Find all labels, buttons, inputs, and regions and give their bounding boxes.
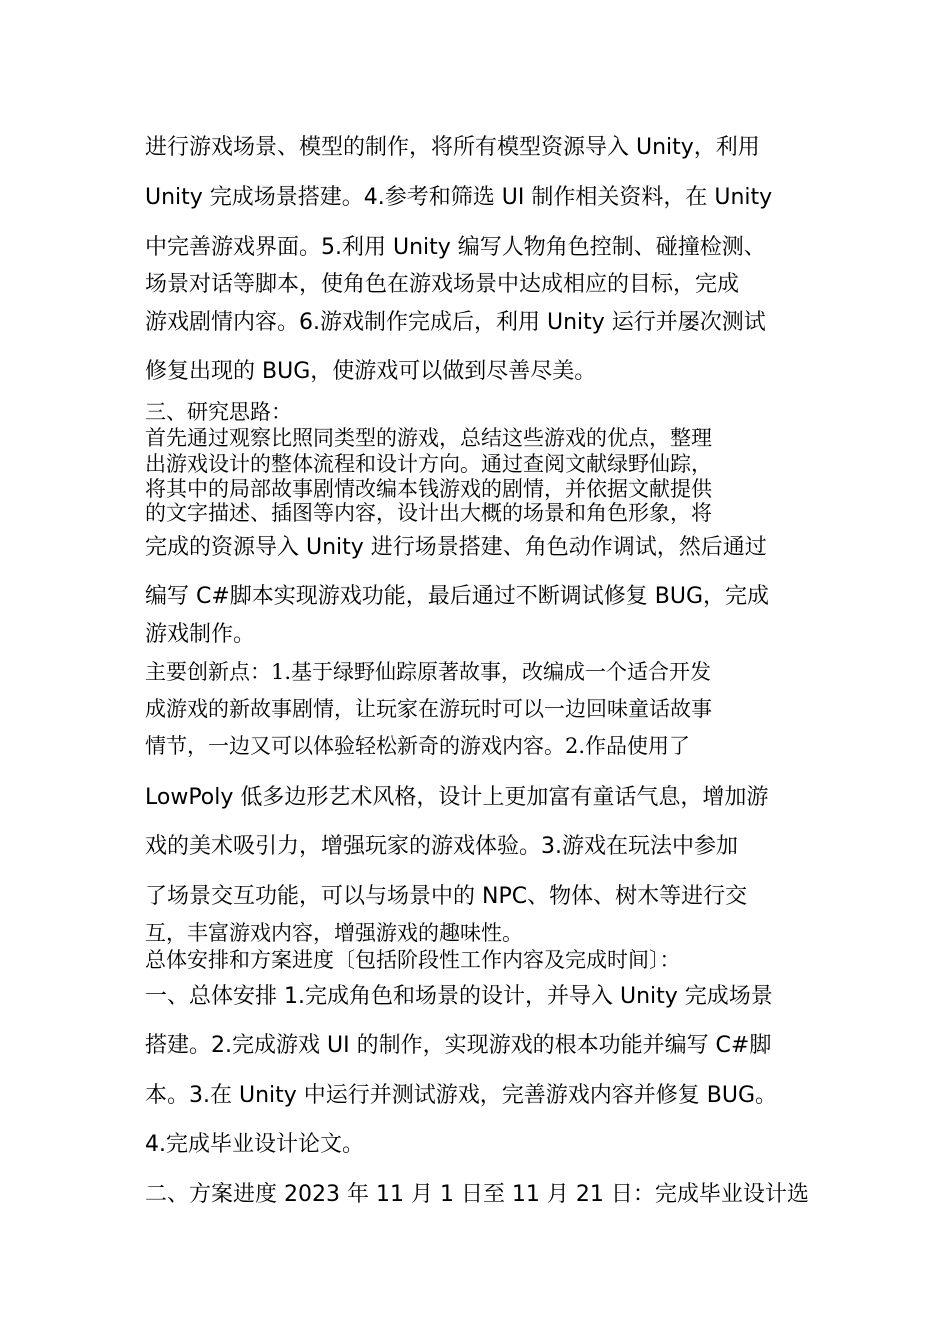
paragraph-line: 出游戏设计的整体流程和设计方向。通过查阅文献绿野仙踪， (145, 452, 712, 476)
section-heading: 总体安排和方案进度〔包括阶段性工作内容及完成时间〕： (145, 948, 681, 972)
section-heading: 三、研究思路： (145, 400, 292, 424)
paragraph-line: 本。3.在 Unity 中运行并测试游戏，完善游戏内容并修复 BUG。 (145, 1083, 778, 1108)
paragraph-line: 的文字描述、插图等内容，设计出大概的场景和角色形象，将 (145, 501, 712, 525)
paragraph-line: 戏的美术吸引力，增强玩家的游戏体验。3.游戏在玩法中参加 (145, 834, 738, 859)
paragraph-line: 搭建。2.完成游戏 UI 的制作，实现游戏的根本功能并编写 C#脚 (145, 1033, 772, 1058)
paragraph-line: 游戏剧情内容。6.游戏制作完成后，利用 Unity 运行并屡次测试 (145, 310, 766, 335)
paragraph-line: 将其中的局部故事剧情改编本钱游戏的剧情，并依据文献提供 (145, 477, 712, 501)
paragraph-line: 首先通过观察比照同类型的游戏，总结这些游戏的优点，整理 (145, 426, 712, 450)
paragraph-line: 游戏制作。 (145, 622, 256, 647)
paragraph-line: 编写 C#脚本实现游戏功能，最后通过不断调试修复 BUG，完成 (145, 584, 770, 609)
paragraph-line: 互，丰富游戏内容，增强游戏的趣味性。 (145, 921, 523, 945)
paragraph-line: 场景对话等脚本，使角色在游戏场景中达成相应的目标，完成 (145, 272, 740, 297)
paragraph-line: 完成的资源导入 Unity 进行场景搭建、角色动作调试，然后通过 (145, 535, 767, 560)
paragraph-line: 主要创新点：1.基于绿野仙踪原著故事，改编成一个适合开发 (145, 660, 712, 684)
paragraph-line: LowPoly 低多边形艺术风格，设计上更加富有童话气息，增加游 (145, 785, 769, 810)
paragraph-line: 进行游戏场景、模型的制作，将所有模型资源导入 Unity，利用 (145, 135, 760, 160)
paragraph-line: Unity 完成场景搭建。4.参考和筛选 UI 制作相关资料，在 Unity (145, 185, 773, 210)
paragraph-line: 情节，一边又可以体验轻松新奇的游戏内容。2.作品使用了 (145, 734, 691, 758)
paragraph-line: 二、方案进度 2023 年 11 月 1 日至 11 月 21 日：完成毕业设计选 (145, 1182, 809, 1207)
paragraph-line: 一、总体安排 1.完成角色和场景的设计，并导入 Unity 完成场景 (145, 984, 773, 1009)
paragraph-line: 修复出现的 BUG，使游戏可以做到尽善尽美。 (145, 359, 597, 384)
paragraph-line: 中完善游戏界面。5.利用 Unity 编写人物角色控制、碰撞检测、 (145, 235, 766, 260)
paragraph-line: 成游戏的新故事剧情，让玩家在游玩时可以一边回味童话故事 (145, 697, 712, 721)
paragraph-line: 了场景交互功能，可以与场景中的 NPC、物体、树木等进行交 (145, 884, 748, 909)
paragraph-line: 4.完成毕业设计论文。 (145, 1132, 364, 1157)
